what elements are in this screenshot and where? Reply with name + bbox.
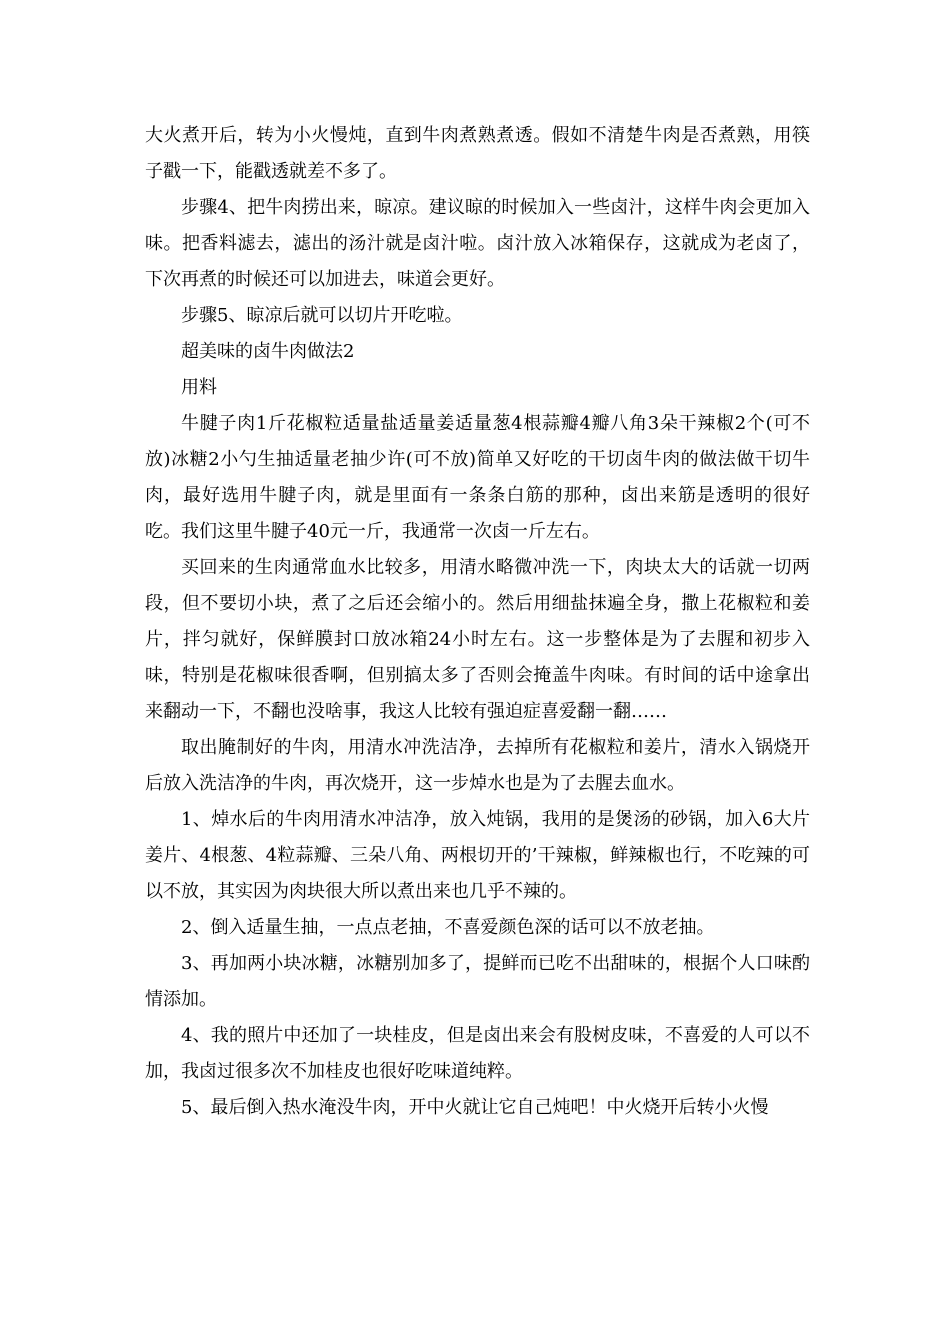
paragraph-step-4: 步骤4、把牛肉捞出来，晾凉。建议晾的时候加入一些卤汁，这样牛肉会更加入味。把香料滤去，滤出的汤汁就是卤汁啦。卤汁放入冰箱保存，这就成为老卤了，下次再煮的时候还可以加进去，味道会更好。 — [145, 197, 810, 290]
ingredients-heading: 用料 — [181, 377, 217, 398]
document-body — [145, 118, 810, 1126]
section-heading: 超美味的卤牛肉做法2 — [181, 341, 355, 362]
paragraph-step-5: 步骤5、晾凉后就可以切片开吃啦。 — [181, 305, 463, 326]
paragraph-step-1: 1、焯水后的牛肉用清水冲洁净，放入炖锅，我用的是煲汤的砂锅，加入6大片姜片、4根葱、4粒蒜瓣、三朵八角、两根切开的’干辣椒，鲜辣椒也行，不吃辣的可以不放，其实因为肉块很大所以煮出来也几乎不辣的。 — [145, 809, 810, 902]
paragraph-step-4b: 4、我的照片中还加了一块桂皮，但是卤出来会有股树皮味，不喜爱的人可以不加，我卤过很多次不加桂皮也很好吃味道纯粹。 — [145, 1025, 810, 1082]
paragraph-step-3: 3、再加两小块冰糖，冰糖别加多了，提鲜而已吃不出甜味的，根据个人口味酌情添加。 — [145, 953, 810, 1010]
paragraph-continuation: 大火煮开后，转为小火慢炖，直到牛肉煮熟煮透。假如不清楚牛肉是否煮熟，用筷子戳一下，能戳透就差不多了。 — [145, 125, 810, 182]
paragraph-ingredients: 牛腱子肉1斤花椒粒适量盐适量姜适量葱4根蒜瓣4瓣八角3朵干辣椒2个(可不放)冰糖2小勺生抽适量老抽少许(可不放)简单又好吃的干切卤牛肉的做法做干切牛肉，最好选用牛腱子肉，就是里面有一条条白筋的那种，卤出来筋是透明的很好吃。我们这里牛腱子40元一斤，我通常一次卤一斤左右。 — [145, 413, 810, 542]
paragraph-marinate: 买回来的生肉通常血水比较多，用清水略微冲洗一下，肉块太大的话就一切两段，但不要切小块，煮了之后还会缩小的。然后用细盐抹遍全身，撒上花椒粒和姜片，拌匀就好，保鲜膜封口放冰箱24小时左右。这一步整体是为了去腥和初步入味，特别是花椒味很香啊，但别搞太多了否则会掩盖牛肉味。有时间的话中途拿出来翻动一下，不翻也没啥事，我这人比较有强迫症喜爱翻一翻…… — [145, 557, 810, 722]
paragraph-blanch: 取出腌制好的牛肉，用清水冲洗洁净，去掉所有花椒粒和姜片，清水入锅烧开后放入洗洁净的牛肉，再次烧开，这一步焯水也是为了去腥去血水。 — [145, 737, 810, 794]
paragraph-step-2: 2、倒入适量生抽，一点点老抽，不喜爱颜色深的话可以不放老抽。 — [181, 917, 715, 938]
paragraph-step-5b: 5、最后倒入热水淹没牛肉，开中火就让它自己炖吧！中火烧开后转小火慢 — [181, 1097, 769, 1118]
